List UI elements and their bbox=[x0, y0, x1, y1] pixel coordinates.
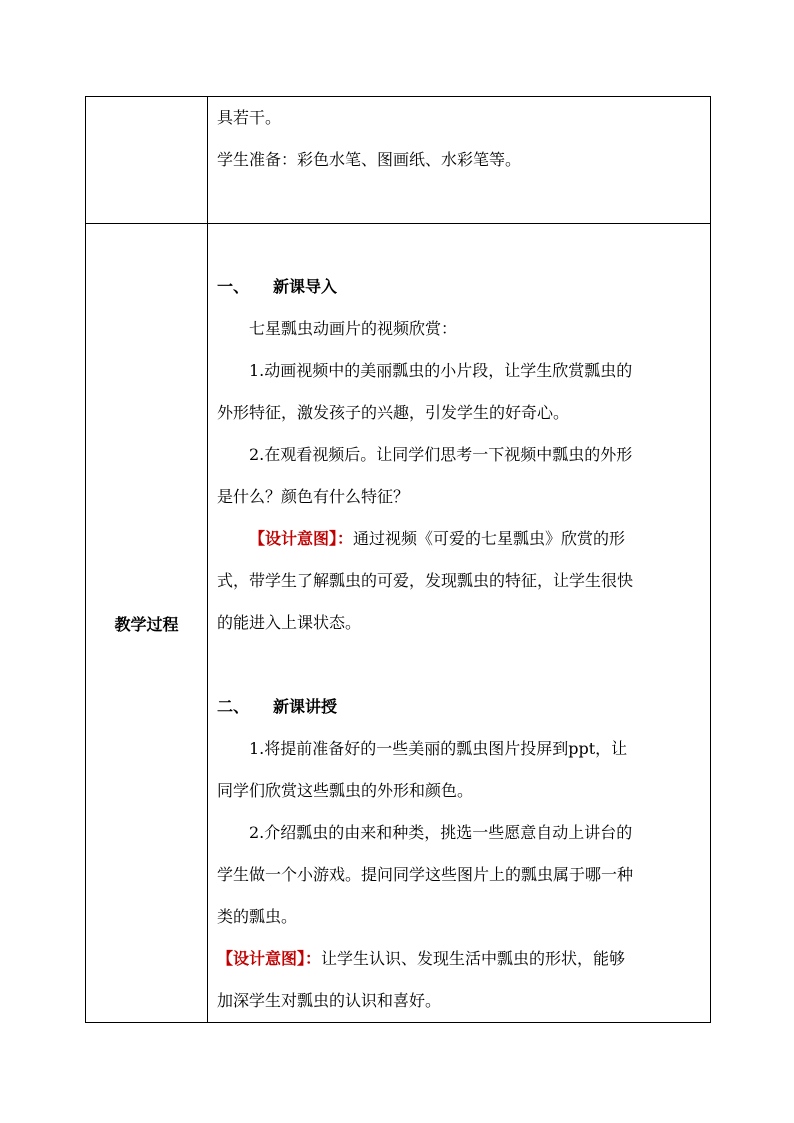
preparation-line-2: 学生准备：彩色水笔、图画纸、水彩笔等。 bbox=[217, 150, 522, 169]
section-1-design-intent bbox=[217, 518, 702, 560]
section-1-item-2-line-2: 是什么？颜色有什么特征？ bbox=[217, 487, 410, 506]
section-1-design-line-1: 通过视频《可爱的七星瓢虫》欣赏的形 bbox=[353, 529, 626, 548]
table-row-preparation bbox=[86, 97, 711, 224]
content-cell-preparation bbox=[208, 97, 711, 224]
section-1-design-line-2: 式，带学生了解瓢虫的可爱，发现瓢虫的特征，让学生很快 bbox=[217, 571, 634, 590]
section-2-number: 二、 bbox=[217, 697, 250, 716]
label-cell-empty bbox=[86, 97, 208, 224]
section-2-design-line-1: 让学生认识、发现生活中瓢虫的形状，能够 bbox=[321, 949, 626, 968]
table-row-teaching-process bbox=[86, 224, 711, 1023]
section-2-design-line-2: 加深学生对瓢虫的认识和喜好。 bbox=[217, 991, 442, 1010]
section-1-intro: 七星瓢虫动画片的视频欣赏： bbox=[249, 319, 458, 338]
teaching-process-label: 教学过程 bbox=[114, 614, 179, 634]
lesson-plan-table bbox=[85, 96, 711, 1023]
section-1-design-line-3: 的能进入上课状态。 bbox=[217, 613, 362, 632]
section-2-item-2-line-3: 类的瓢虫。 bbox=[217, 907, 298, 926]
section-1-item-2-line-1: 2.在观看视频后。让同学们思考一下视频中瓢虫的外形 bbox=[249, 445, 633, 464]
section-2-item-2-line-1: 2.介绍瓢虫的由来和种类，挑选一些愿意自动上讲台的 bbox=[249, 823, 633, 842]
section-1-number: 一、 bbox=[217, 277, 250, 296]
section-2-design-tag: 【设计意图】： bbox=[217, 949, 322, 968]
section-2-item-2-line-2: 学生做一个小游戏。提问同学这些图片上的瓢虫属于哪一种 bbox=[217, 865, 634, 884]
section-1-heading bbox=[217, 266, 702, 308]
section-2-design-intent bbox=[217, 938, 702, 980]
section-2-title: 新课讲授 bbox=[273, 697, 338, 716]
section-2-item-1-line-2: 同学们欣赏这些瓢虫的外形和颜色。 bbox=[217, 781, 474, 800]
section-1-title: 新课导入 bbox=[273, 277, 338, 296]
spacer bbox=[217, 644, 702, 686]
section-1-item-1-line-1: 1.动画视频中的美丽瓢虫的小片段，让学生欣赏瓢虫的 bbox=[249, 361, 633, 380]
content-cell-teaching-process bbox=[208, 224, 711, 1023]
section-1-item-1-line-2: 外形特征，激发孩子的兴趣，引发学生的好奇心。 bbox=[217, 403, 570, 422]
section-2-item-1-line-1: 1.将提前准备好的一些美丽的瓢虫图片投屏到ppt，让 bbox=[249, 739, 628, 758]
preparation-line-1: 具若干。 bbox=[217, 108, 282, 127]
section-1-design-tag: 【设计意图】： bbox=[249, 529, 354, 548]
section-2-heading bbox=[217, 686, 702, 728]
label-cell-teaching-process bbox=[86, 224, 208, 1023]
